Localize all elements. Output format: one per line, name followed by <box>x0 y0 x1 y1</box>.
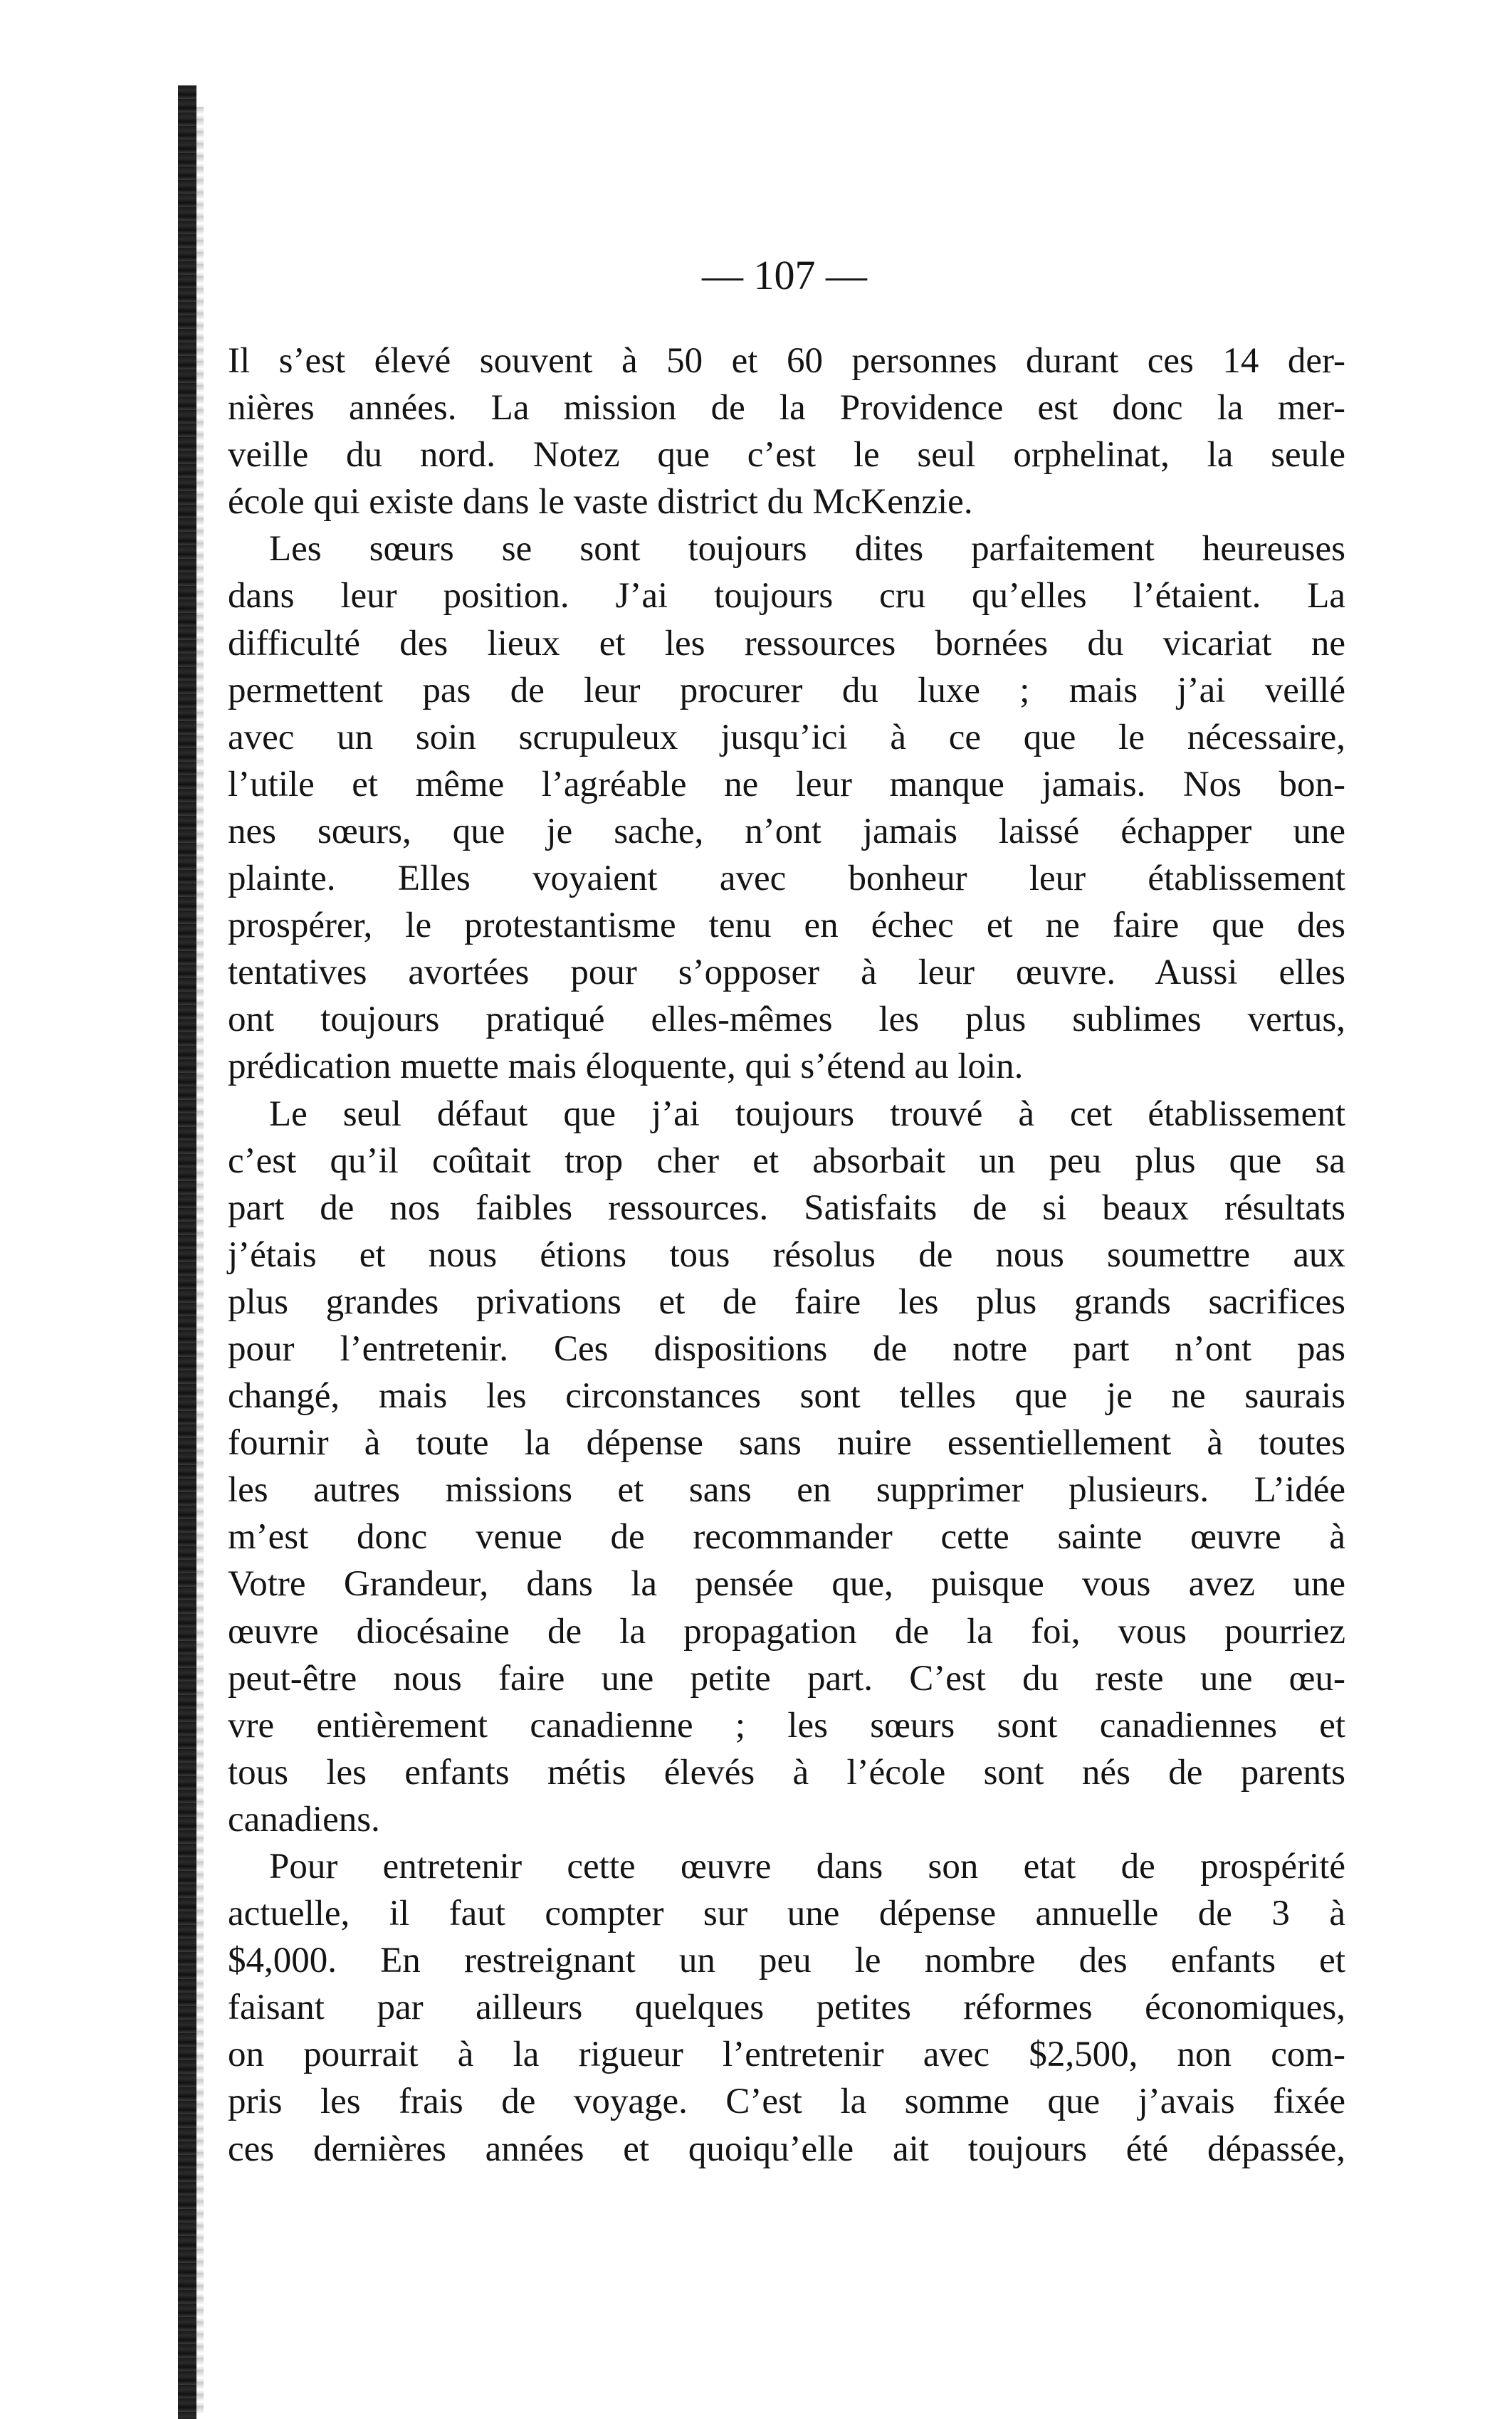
text-line: pris les frais de voyage. C’est la somme que j’avais fixée <box>228 2082 1345 2122</box>
text-line: ces dernières années et quoiqu’elle ait toujours été dépassée, <box>228 2129 1345 2169</box>
text-line: les autres missions et sans en supprimer plusieurs. L’idée <box>228 1470 1345 1511</box>
text-line: nières années. La mission de la Providence est donc la mer- <box>228 388 1345 429</box>
text-line: Le seul défaut que j’ai toujours trouvé à cet établissement <box>269 1093 1345 1134</box>
text-line: changé, mais les circonstances sont telles que je ne saurais <box>228 1376 1345 1417</box>
text-line: fournir à toute la dépense sans nuire essentiellement à toutes <box>228 1423 1345 1464</box>
text-line: j’étais et nous étions tous résolus de nous soumettre aux <box>228 1234 1345 1275</box>
text-line: œuvre diocésaine de la propagation de la foi, vous pourriez <box>228 1611 1345 1652</box>
text-line: veille du nord. Notez que c’est le seul orphelinat, la seule <box>228 435 1345 476</box>
text-line: école qui existe dans le vaste district du McKenzie. <box>228 482 973 523</box>
text-line: avec un soin scrupuleux jusqu’ici à ce que le nécessaire, <box>228 717 1345 757</box>
text-line: $4,000. En restreignant un peu le nombre des enfants et <box>228 1941 1345 1981</box>
text-line: on pourrait à la rigueur l’entretenir avec $2,500, non com- <box>228 2035 1345 2075</box>
scanned-binding-edge <box>178 85 196 2419</box>
text-line: difficulté des lieux et les ressources bornées du vicariat ne <box>228 623 1345 663</box>
text-line: tentatives avortées pour s’opposer à leur œuvre. Aussi elles <box>228 953 1345 993</box>
text-line: nes sœurs, que je sache, n’ont jamais laissé échapper une <box>228 811 1345 851</box>
text-line: Les sœurs se sont toujours dites parfaitement heureuses <box>269 529 1345 570</box>
text-line: actuelle, il faut compter sur une dépense annuelle de 3 à <box>228 1894 1345 1934</box>
body-text <box>228 337 1345 2173</box>
scanned-binding-shadow <box>196 107 204 2413</box>
text-line: m’est donc venue de recommander cette sainte œuvre à <box>228 1517 1345 1558</box>
text-line: plus grandes privations et de faire les plus grands sacrifices <box>228 1281 1345 1322</box>
text-line: Pour entretenir cette œuvre dans son etat de prospérité <box>269 1847 1345 1887</box>
text-line: prédication muette mais éloquente, qui s’étend au loin. <box>228 1046 1024 1087</box>
text-line: Votre Grandeur, dans la pensée que, puisque vous avez une <box>228 1564 1345 1605</box>
text-line: pour l’entretenir. Ces dispositions de notre part n’ont pas <box>228 1328 1345 1369</box>
text-line: faisant par ailleurs quelques petites réformes économiques, <box>228 1988 1345 2028</box>
text-line: dans leur position. J’ai toujours cru qu’elles l’étaient. La <box>228 576 1345 616</box>
text-line: tous les enfants métis élevés à l’école sont nés de parents <box>228 1752 1345 1793</box>
text-line: plainte. Elles voyaient avec bonheur leur établissement <box>228 859 1345 899</box>
text-line: Il s’est élevé souvent à 50 et 60 personnes durant ces 14 der- <box>228 341 1345 381</box>
text-line: canadiens. <box>228 1799 380 1840</box>
text-line: vre entièrement canadienne ; les sœurs sont canadiennes et <box>228 1705 1345 1746</box>
text-line: peut-être nous faire une petite part. C’est du reste une œu- <box>228 1658 1345 1699</box>
text-line: permettent pas de leur procurer du luxe ; mais j’ai veillé <box>228 670 1345 710</box>
text-line: prospérer, le protestantisme tenu en échec et ne faire que des <box>228 906 1345 946</box>
text-line: l’utile et même l’agréable ne leur manque jamais. Nos bon- <box>228 764 1345 804</box>
text-line: c’est qu’il coûtait trop cher et absorbait un peu plus que sa <box>228 1140 1345 1181</box>
text-line: ont toujours pratiqué elles-mêmes les plus sublimes vertus, <box>228 999 1345 1040</box>
text-line: part de nos faibles ressources. Satisfaits de si beaux résultats <box>228 1187 1345 1228</box>
page-number: — 107 — <box>702 252 867 298</box>
